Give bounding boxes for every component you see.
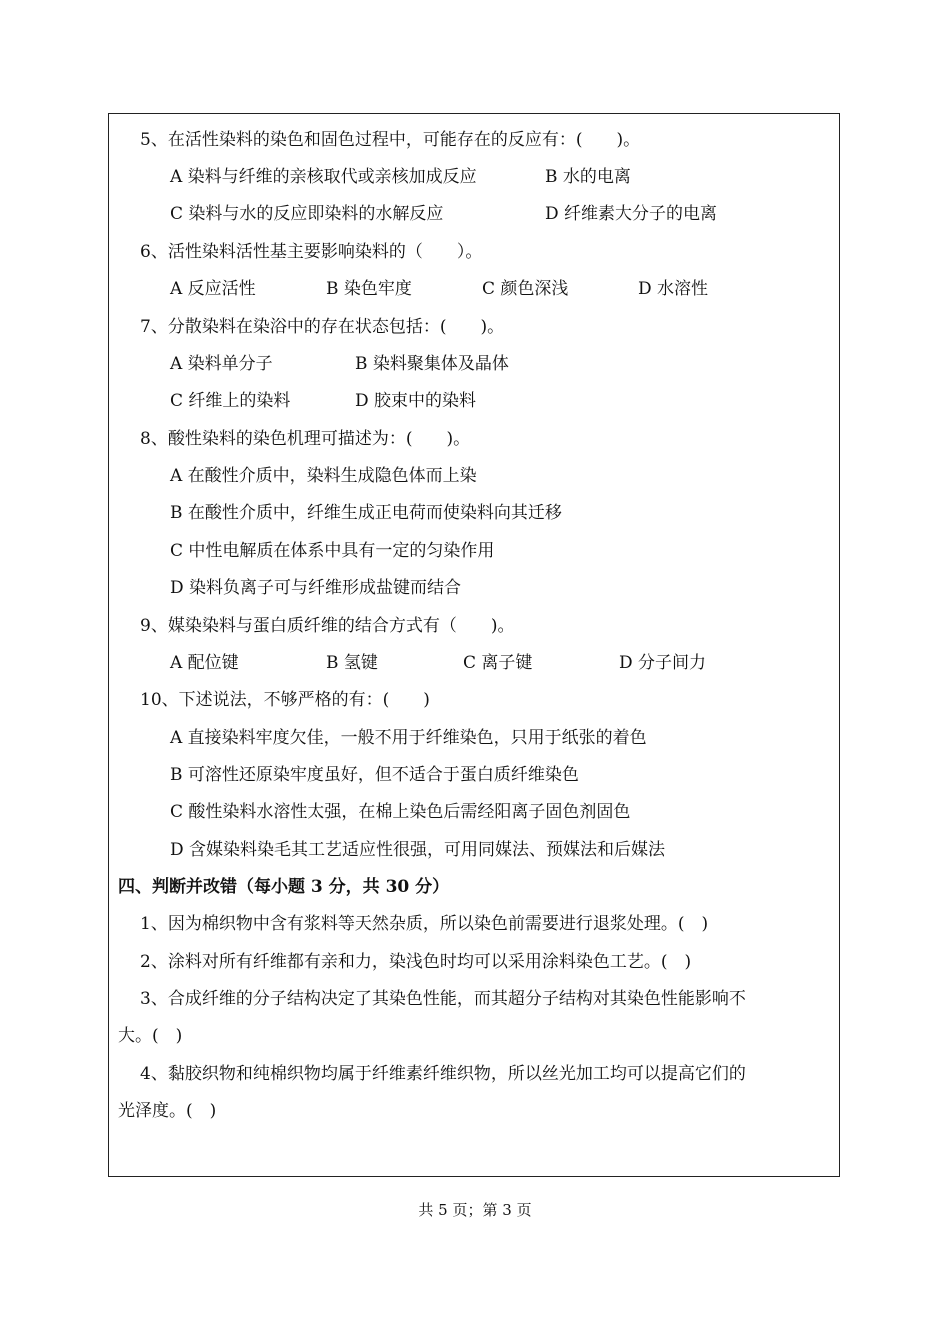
q6-option-c: C 颜色深浅 <box>482 279 569 299</box>
q5-option-b: B 水的电离 <box>545 167 631 187</box>
q9-option-b: B 氢键 <box>326 653 378 673</box>
judge-item-3-line1: 3、合成纤维的分子结构决定了其染色性能，而其超分子结构对其染色性能影响不 <box>140 989 746 1009</box>
section-4-title: 四、判断并改错（每小题 3 分，共 30 分） <box>118 877 450 897</box>
q9-option-c: C 离子键 <box>463 653 533 673</box>
q10-option-b: B 可溶性还原染牢度虽好，但不适合于蛋白质纤维染色 <box>170 765 579 785</box>
exam-frame <box>108 113 840 1177</box>
judge-item-1: 1、因为棉织物中含有浆料等天然杂质，所以染色前需要进行退浆处理。( ) <box>140 914 709 934</box>
q7-option-c: C 纤维上的染料 <box>170 391 291 411</box>
q7-option-b: B 染料聚集体及晶体 <box>355 354 509 374</box>
q10-option-d: D 含媒染料染毛其工艺适应性很强，可用同媒法、预媒法和后媒法 <box>170 840 666 860</box>
q10-option-c: C 酸性染料水溶性太强，在棉上染色后需经阳离子固色剂固色 <box>170 802 631 822</box>
q8-option-c: C 中性电解质在体系中具有一定的匀染作用 <box>170 541 495 561</box>
q7-stem: 7、分散染料在染浴中的存在状态包括：( )。 <box>140 317 505 337</box>
q10-option-a: A 直接染料牢度欠佳，一般不用于纤维染色，只用于纸张的着色 <box>170 728 647 748</box>
q8-stem: 8、酸性染料的染色机理可描述为：( )。 <box>140 429 471 449</box>
q6-option-a: A 反应活性 <box>170 279 256 299</box>
q5-stem: 5、在活性染料的染色和固色过程中，可能存在的反应有：( )。 <box>140 130 641 150</box>
q5-option-c: C 染料与水的反应即染料的水解反应 <box>170 204 444 224</box>
q7-option-a: A 染料单分子 <box>170 354 273 374</box>
q9-stem: 9、媒染染料与蛋白质纤维的结合方式有（ )。 <box>140 616 515 636</box>
q10-stem: 10、下述说法，不够严格的有：( ) <box>140 690 430 710</box>
q6-stem: 6、活性染料活性基主要影响染料的（ ）。 <box>140 242 483 262</box>
q9-option-d: D 分子间力 <box>619 653 707 673</box>
q9-option-a: A 配位键 <box>170 653 239 673</box>
q5-option-d: D 纤维素大分子的电离 <box>545 204 718 224</box>
q8-option-a: A 在酸性介质中，染料生成隐色体而上染 <box>170 466 477 486</box>
q8-option-d: D 染料负离子可与纤维形成盐键而结合 <box>170 578 462 598</box>
q6-option-d: D 水溶性 <box>638 279 709 299</box>
page-footer: 共 5 页；第 3 页 <box>418 1201 532 1219</box>
judge-item-4-line1: 4、黏胶织物和纯棉织物均属于纤维素纤维织物，所以丝光加工均可以提高它们的 <box>140 1064 746 1084</box>
judge-item-2: 2、涂料对所有纤维都有亲和力，染浅色时均可以采用涂料染色工艺。( ) <box>140 952 692 972</box>
q8-option-b: B 在酸性介质中，纤维生成正电荷而使染料向其迁移 <box>170 503 562 523</box>
q6-option-b: B 染色牢度 <box>326 279 412 299</box>
judge-item-3-line2: 大。( ) <box>118 1026 183 1046</box>
judge-item-4-line2: 光泽度。( ) <box>118 1101 217 1121</box>
q5-option-a: A 染料与纤维的亲核取代或亲核加成反应 <box>170 167 477 187</box>
q7-option-d: D 胶束中的染料 <box>355 391 477 411</box>
